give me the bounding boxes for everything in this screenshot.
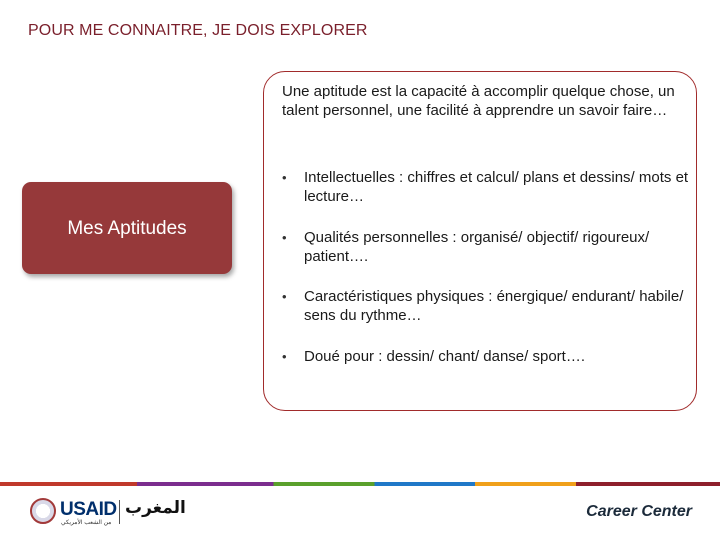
aptitudes-box: [22, 182, 232, 274]
usaid-seal-icon: [30, 498, 56, 524]
bullet-icon: •: [282, 170, 287, 185]
usaid-logo-subtext: من الشعب الأمريكي: [61, 520, 112, 526]
morocco-arabic-text: المغرب: [125, 498, 186, 518]
bullet-icon: •: [282, 289, 287, 304]
bullet-icon: •: [282, 230, 287, 245]
bullet-icon: •: [282, 349, 287, 364]
footer-color-stripe: [0, 482, 720, 486]
usaid-logo: [30, 497, 186, 529]
list-item-text: Qualités personnelles : organisé/ objectif/ rigoureux/ patient….: [304, 229, 650, 265]
aptitudes-box-label: Mes Aptitudes: [67, 218, 187, 239]
slide-title: POUR ME CONNAITRE, JE DOIS EXPLORER: [28, 22, 368, 39]
list-item: [282, 287, 692, 325]
career-center-brand: Career Center: [586, 503, 692, 520]
aptitude-list: [282, 168, 692, 366]
list-item-text: Caractéristiques physiques : énergique/ endurant/ habile/ sens du rythme…: [304, 288, 684, 324]
list-item: [282, 228, 692, 266]
usaid-logo-text: USAID: [60, 499, 117, 520]
list-item-text: Doué pour : dessin/ chant/ danse/ sport….: [304, 348, 585, 365]
list-item: [282, 347, 692, 366]
logo-divider: [119, 500, 120, 524]
list-item: [282, 168, 692, 206]
intro-text: Une aptitude est la capacité à accomplir quelque chose, un talent personnel, une facilité à apprendre un savoir faire…: [282, 83, 675, 119]
list-item-text: Intellectuelles : chiffres et calcul/ plans et dessins/ mots et lecture…: [304, 169, 689, 205]
